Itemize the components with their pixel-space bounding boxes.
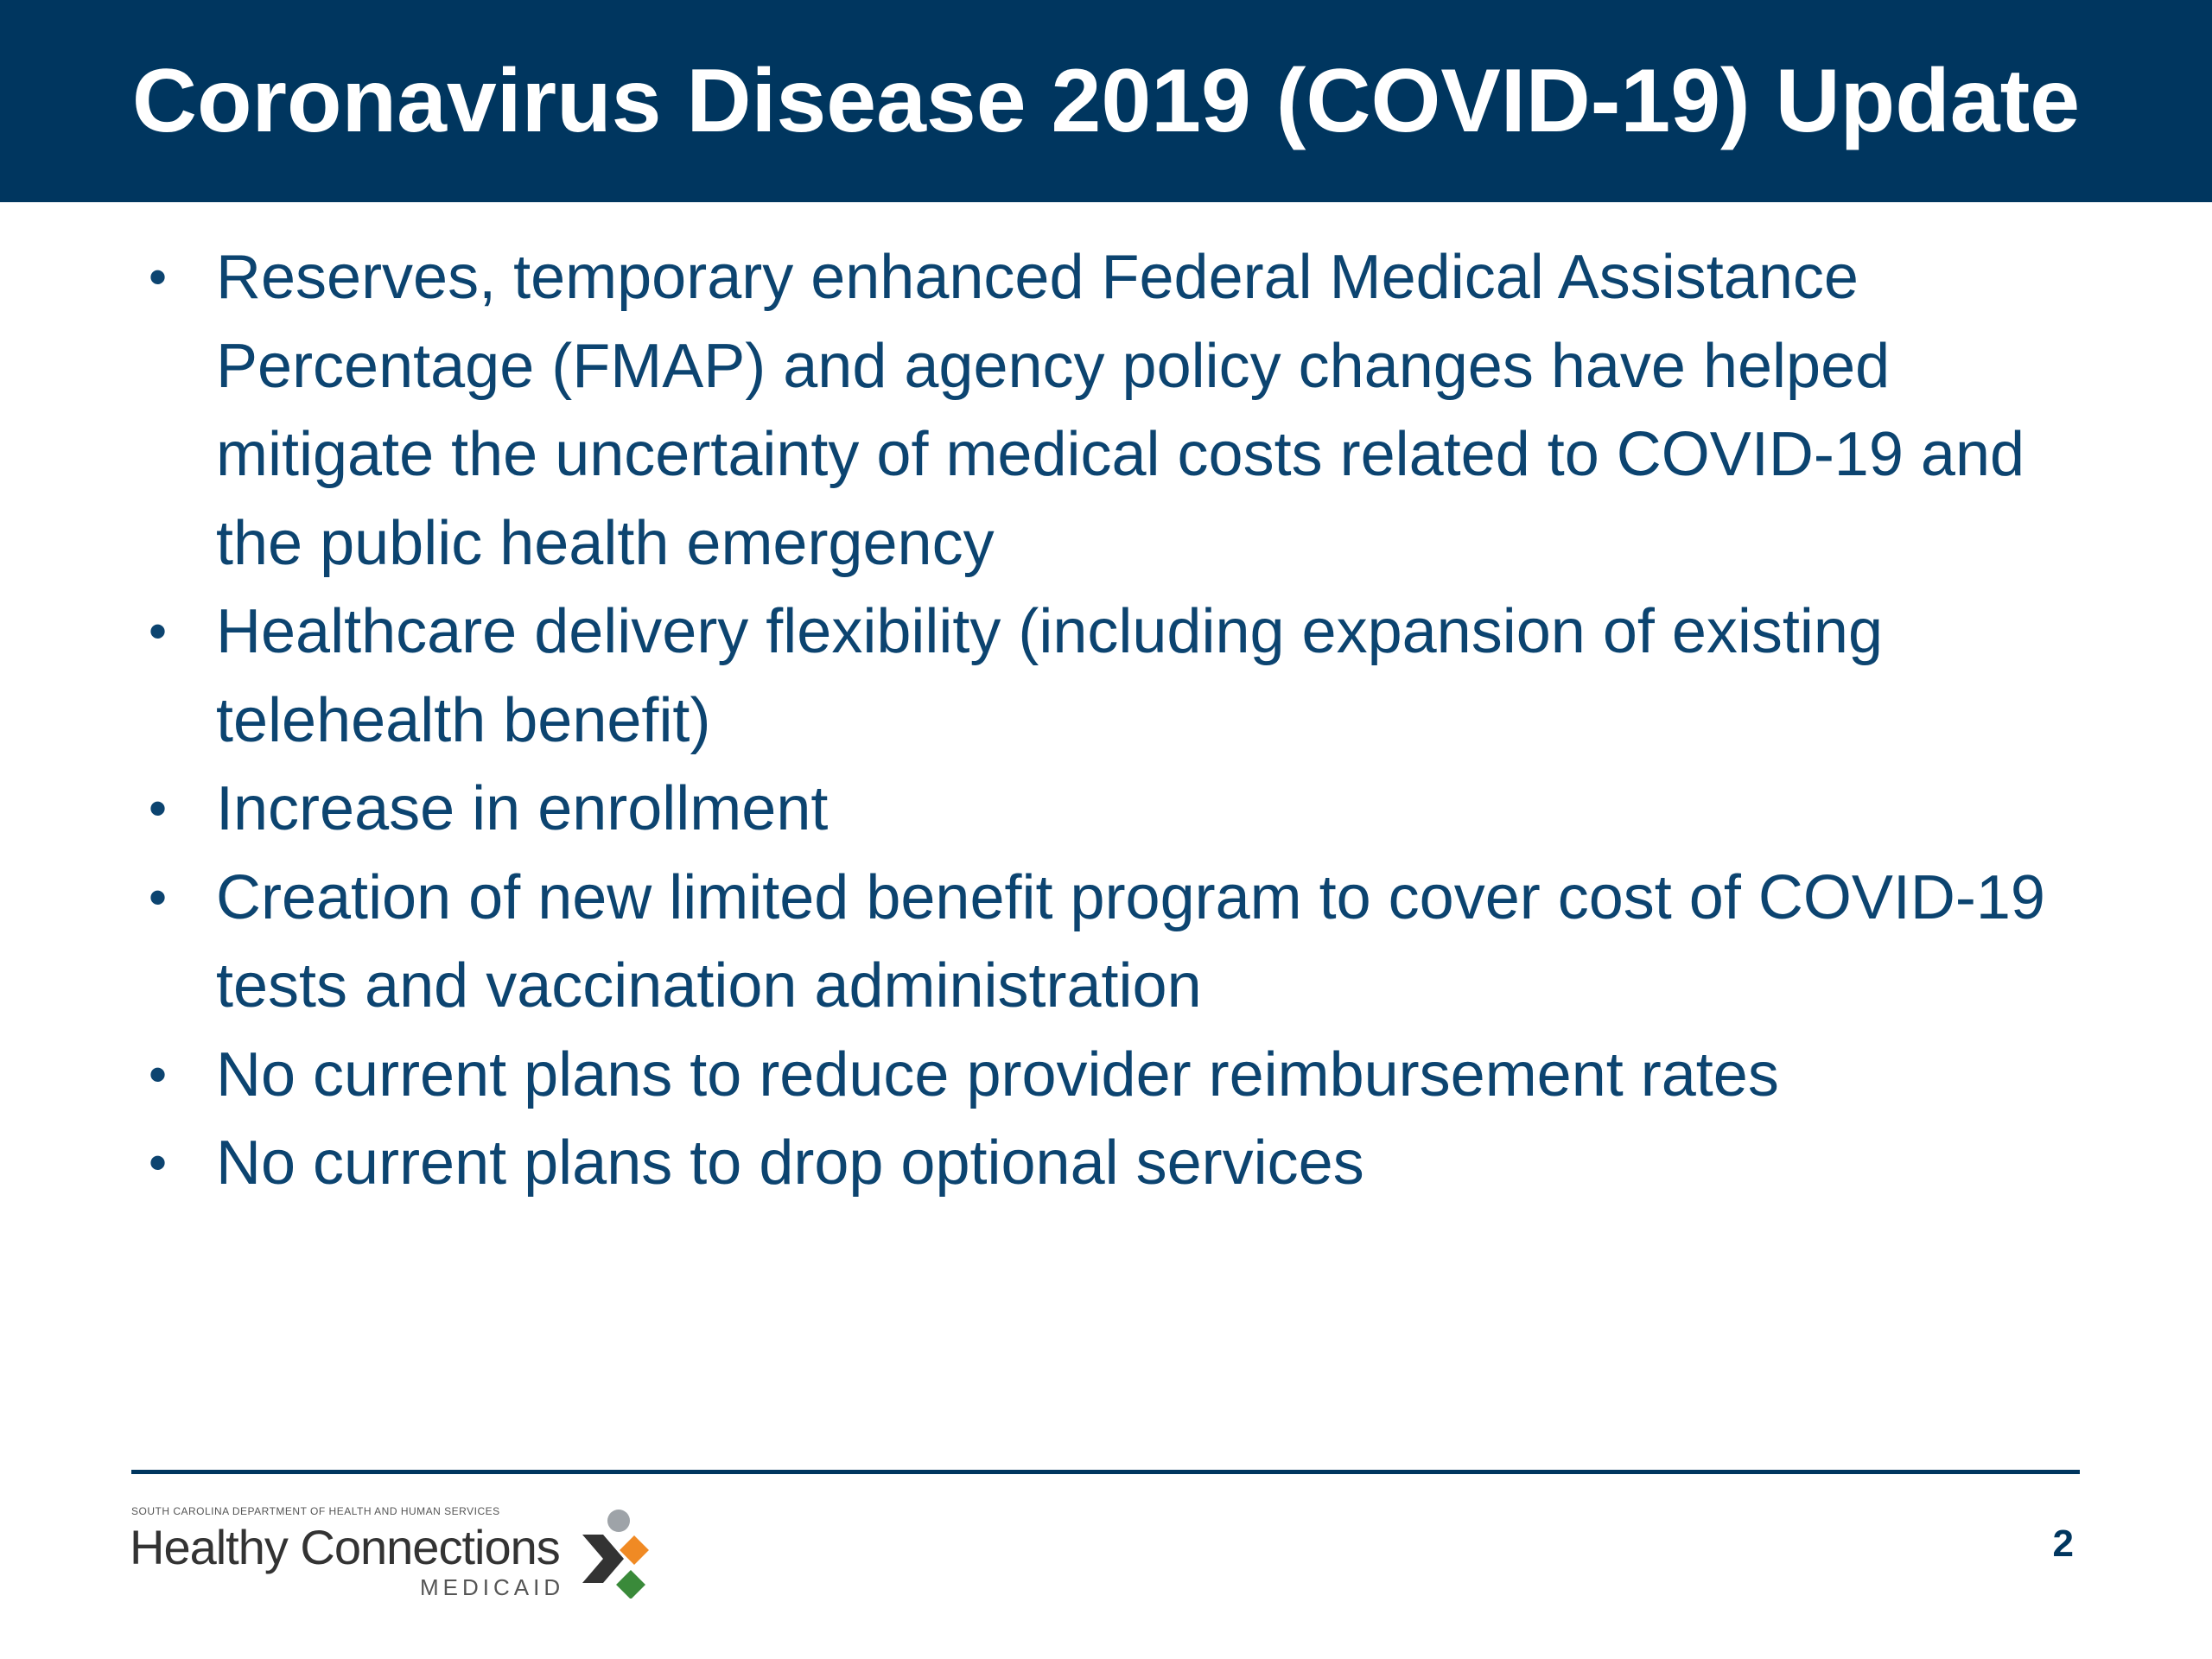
bullet-text: No current plans to reduce provider reimbursement rates [216,1039,1779,1109]
bullet-glyph: • [149,1045,168,1103]
logo-subtitle: MEDICAID [420,1574,565,1600]
bullet-item [130,765,2074,854]
healthy-connections-logo [130,1505,657,1605]
footer-divider [131,1470,2080,1474]
title-bar [0,0,2212,202]
bullet-list [130,233,2074,1208]
bullet-text: Creation of new limited benefit program to cover cost of COVID-19 tests and vaccination administration [216,862,2045,1020]
bullet-item [130,1119,2074,1208]
logo-name: Healthy Connections [130,1520,560,1574]
bullet-text: Increase in enrollment [216,774,829,843]
bullet-item [130,1031,2074,1120]
bullet-text: Reserves, temporary enhanced Federal Medical Assistance Percentage (FMAP) and agency policy changes have helped mitigate the uncertainty of medical costs related to COVID-19 and the public health emergency [216,243,2025,578]
logo-org-name: SOUTH CAROLINA DEPARTMENT OF HEALTH AND HUMAN SERVICES [131,1505,500,1517]
bullet-item [130,233,2074,588]
bullet-glyph: • [149,602,168,660]
bullet-glyph: • [149,868,168,926]
bullet-item [130,854,2074,1031]
healthy-connections-x-icon [577,1509,657,1599]
page-number: 2 [2052,1522,2074,1565]
slide-title: Coronavirus Disease 2019 (COVID-19) Update [131,50,2081,151]
bullet-text: Healthcare delivery flexibility (including expansion of existing telehealth benefit) [216,597,1883,755]
bullet-item [130,588,2074,765]
bullet-text: No current plans to drop optional services [216,1128,1364,1198]
bullet-glyph: • [149,1134,168,1192]
bullet-glyph: • [149,779,168,837]
bullet-glyph: • [149,248,168,306]
